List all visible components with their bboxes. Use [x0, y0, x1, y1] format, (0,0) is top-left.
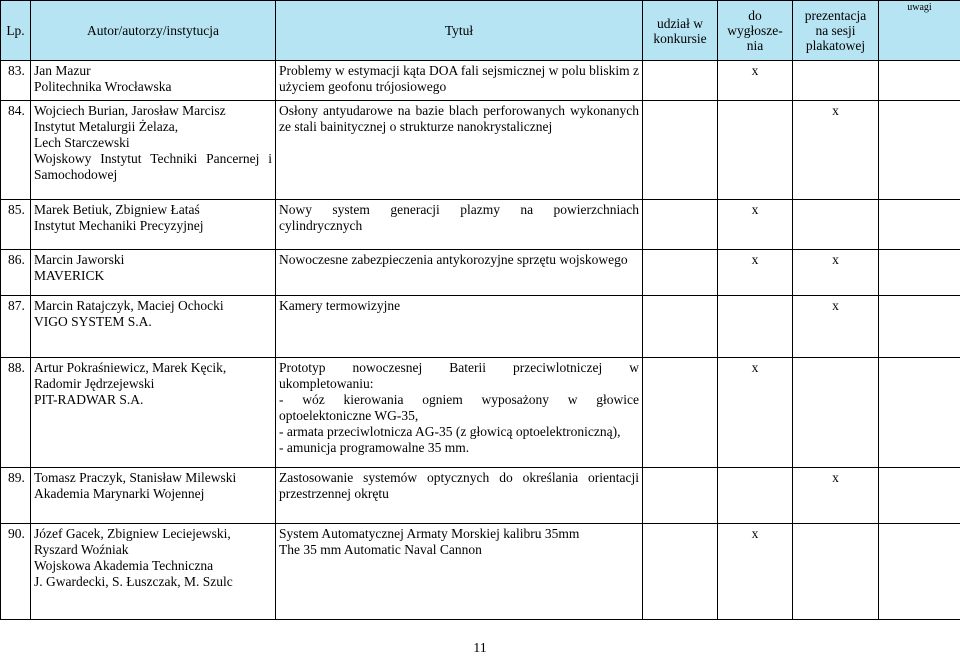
header-authors: Autor/autorzy/instytucja [31, 1, 276, 61]
row-competition [643, 524, 718, 620]
row-number: 88. [1, 358, 31, 468]
row-remarks [879, 468, 960, 524]
row-title: Kamery termowizyjne [276, 296, 643, 358]
header-competition: udział w konkursie [643, 1, 718, 61]
row-title: Osłony antyudarowe na bazie blach perforowanych wykonanych ze stali bainitycznej o strukturze nanokrystalicznej [276, 101, 643, 200]
row-competition [643, 61, 718, 101]
row-number: 90. [1, 524, 31, 620]
row-number: 85. [1, 200, 31, 250]
row-poster [793, 358, 879, 468]
row-authors: Marcin Jaworski MAVERICK [31, 250, 276, 296]
row-poster [793, 524, 879, 620]
row-poster [793, 61, 879, 101]
header-talk: do wygłosze- nia [718, 1, 793, 61]
row-talk [718, 296, 793, 358]
table-row [1, 101, 960, 200]
table-row [1, 61, 960, 101]
table-row [1, 250, 960, 296]
row-poster: x [793, 296, 879, 358]
page-number: 11 [473, 641, 487, 656]
row-title: Nowoczesne zabezpieczenia antykorozyjne sprzętu wojskowego [276, 250, 643, 296]
row-number: 84. [1, 101, 31, 200]
header-remarks: uwagi [879, 1, 960, 61]
row-competition [643, 296, 718, 358]
row-title: Prototyp nowoczesnej Baterii przeciwlotniczej w ukompletowaniu: - wóz kierowania ogniem wyposażony w głowice optoelektoniczne WG-35, - armata przeciwlotnicza AG-35 (z głowicą optoelektroniczną), - amunicja programowalne 35 mm. [276, 358, 643, 468]
table-row [1, 358, 960, 468]
row-talk: x [718, 358, 793, 468]
header-row [1, 1, 960, 61]
row-authors: Marek Betiuk, Zbigniew Łataś Instytut Mechaniki Precyzyjnej [31, 200, 276, 250]
header-poster: prezentacja na sesji plakatowej [793, 1, 879, 61]
row-title: Zastosowanie systemów optycznych do określania orientacji przestrzennej okrętu [276, 468, 643, 524]
row-remarks [879, 61, 960, 101]
row-number: 89. [1, 468, 31, 524]
row-number: 86. [1, 250, 31, 296]
row-competition [643, 200, 718, 250]
row-number: 87. [1, 296, 31, 358]
table-row [1, 200, 960, 250]
row-competition [643, 101, 718, 200]
row-remarks [879, 101, 960, 200]
row-competition [643, 468, 718, 524]
row-authors: Tomasz Praczyk, Stanisław Milewski Akademia Marynarki Wojennej [31, 468, 276, 524]
row-authors: Wojciech Burian, Jarosław Marcisz Instytut Metalurgii Żelaza, Lech Starczewski Wojskowy Instytut Techniki Pancernej i Samochodowej [31, 101, 276, 200]
row-number: 83. [1, 61, 31, 101]
header-lp: Lp. [1, 1, 31, 61]
row-poster: x [793, 101, 879, 200]
table-row [1, 468, 960, 524]
row-remarks [879, 296, 960, 358]
row-talk: x [718, 200, 793, 250]
row-title: System Automatycznej Armaty Morskiej kalibru 35mm The 35 mm Automatic Naval Cannon [276, 524, 643, 620]
row-talk: x [718, 250, 793, 296]
table-row [1, 296, 960, 358]
row-remarks [879, 524, 960, 620]
row-competition [643, 250, 718, 296]
row-competition [643, 358, 718, 468]
row-talk [718, 101, 793, 200]
row-title: Problemy w estymacji kąta DOA fali sejsmicznej w polu bliskim z użyciem geofonu trójosiowego [276, 61, 643, 101]
row-poster [793, 200, 879, 250]
row-talk: x [718, 61, 793, 101]
row-remarks [879, 358, 960, 468]
row-title: Nowy system generacji plazmy na powierzchniach cylindrycznych [276, 200, 643, 250]
row-authors: Artur Pokraśniewicz, Marek Kęcik, Radomir Jędrzejewski PIT-RADWAR S.A. [31, 358, 276, 468]
row-authors: Marcin Ratajczyk, Maciej Ochocki VIGO SYSTEM S.A. [31, 296, 276, 358]
row-talk [718, 468, 793, 524]
row-poster: x [793, 250, 879, 296]
row-talk: x [718, 524, 793, 620]
row-poster: x [793, 468, 879, 524]
row-authors: Jan Mazur Politechnika Wrocławska [31, 61, 276, 101]
row-remarks [879, 200, 960, 250]
header-title: Tytuł [276, 1, 643, 61]
row-remarks [879, 250, 960, 296]
table-row [1, 524, 960, 620]
row-authors: Józef Gacek, Zbigniew Leciejewski, Ryszard Woźniak Wojskowa Akademia Techniczna J. Gwardecki, S. Łuszczak, M. Szulc [31, 524, 276, 620]
